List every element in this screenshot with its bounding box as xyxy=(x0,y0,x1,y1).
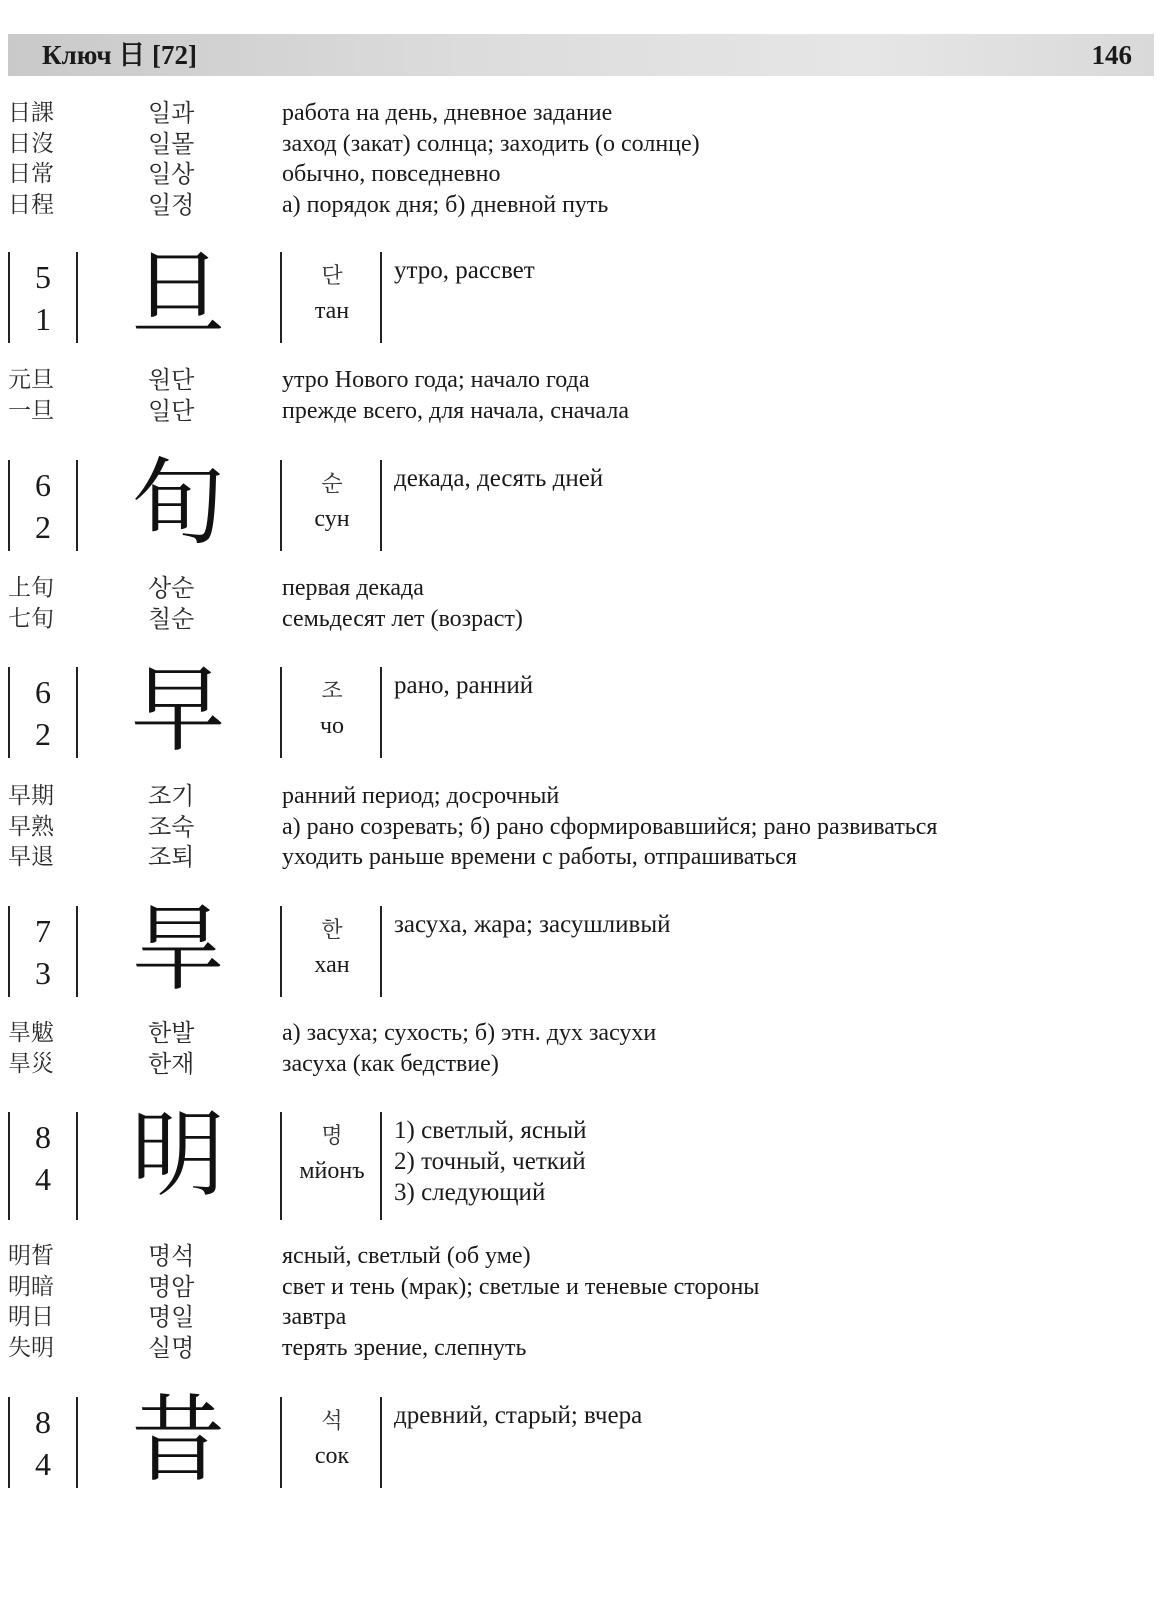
divider xyxy=(280,1112,282,1220)
character-entry xyxy=(0,656,1161,765)
divider xyxy=(8,1112,10,1220)
divider xyxy=(76,1397,78,1488)
word-hangul: 원단 xyxy=(148,366,195,394)
word-group xyxy=(0,1018,1161,1079)
word-hangul: 조숙 xyxy=(148,812,195,841)
radical-strokes: 1 xyxy=(35,301,51,337)
divider xyxy=(280,252,282,343)
radical-strokes: 3 xyxy=(35,955,51,991)
radical-strokes: 4 xyxy=(35,1161,51,1197)
word-meaning: завтра xyxy=(282,1304,347,1330)
definition-line: рано, ранний xyxy=(394,672,534,699)
word-meaning: заход (закат) солнца; заходить (о солнце) xyxy=(282,130,700,157)
korean-reading: 조 xyxy=(321,679,343,704)
divider xyxy=(380,252,382,343)
word-group xyxy=(0,365,1161,426)
word-hanja: 失明 xyxy=(8,1334,54,1361)
word-row xyxy=(0,604,1161,635)
word-hanja: 明晳 xyxy=(8,1243,54,1269)
word-hangul: 명일 xyxy=(148,1303,195,1331)
word-hanja: 明暗 xyxy=(8,1273,54,1300)
divider xyxy=(380,667,382,758)
divider xyxy=(76,667,78,758)
definition-line: декада, десять дней xyxy=(394,465,604,492)
divider xyxy=(380,1397,382,1488)
word-hanja: 七旬 xyxy=(8,605,54,632)
definition xyxy=(394,463,603,494)
definition-line: 2) точный, четкий xyxy=(394,1148,586,1175)
word-hanja: 早退 xyxy=(8,844,54,870)
word-meaning: свет и тень (мрак); светлые и теневые стороны xyxy=(282,1273,760,1300)
russian-reading: мйонъ xyxy=(299,1158,365,1184)
korean-reading: 석 xyxy=(321,1409,343,1434)
divider xyxy=(76,252,78,343)
word-meaning: ясный, светлый (об уме) xyxy=(282,1243,531,1269)
divider xyxy=(8,460,10,551)
word-meaning: обычно, повседневно xyxy=(282,161,501,187)
stroke-count: 5 xyxy=(35,259,51,295)
russian-reading: сок xyxy=(314,1443,350,1469)
definition-line: утро, рассвет xyxy=(394,257,535,284)
word-hanja: 日沒 xyxy=(8,130,54,157)
word-row xyxy=(0,842,1161,873)
word-hangul: 명석 xyxy=(148,1242,195,1270)
word-hanja: 旱魃 xyxy=(8,1020,54,1046)
russian-reading: чо xyxy=(319,713,345,739)
word-group xyxy=(0,573,1161,634)
word-row xyxy=(0,98,1161,129)
main-character: 明 xyxy=(130,1101,225,1210)
word-row xyxy=(0,159,1161,190)
word-hanja: 元旦 xyxy=(8,367,54,393)
word-hangul: 칠순 xyxy=(148,604,195,633)
word-hanja: 上旬 xyxy=(8,575,54,601)
word-hanja: 日常 xyxy=(8,161,54,187)
word-meaning: засуха (как бедствие) xyxy=(282,1050,499,1077)
word-row xyxy=(0,365,1161,396)
divider xyxy=(76,460,78,551)
word-meaning: а) рано созревать; б) рано сформировавшийся; рано развиваться xyxy=(282,813,938,840)
character-entry xyxy=(0,449,1161,558)
stroke-count: 6 xyxy=(35,674,51,710)
word-meaning: прежде всего, для начала, сначала xyxy=(282,397,630,424)
word-meaning: а) засуха; сухость; б) этн. дух засухи xyxy=(282,1020,657,1046)
word-hanja: 早熟 xyxy=(8,813,54,840)
character-entry xyxy=(0,241,1161,350)
radical-strokes: 2 xyxy=(35,509,51,545)
stroke-count: 7 xyxy=(35,913,51,949)
word-row xyxy=(0,1333,1161,1364)
definition-line: 3) следующий xyxy=(394,1179,546,1206)
divider xyxy=(76,1112,78,1220)
stroke-count: 8 xyxy=(35,1404,51,1440)
word-meaning: уходить раньше времени с работы, отпрашиваться xyxy=(282,844,797,870)
divider xyxy=(380,460,382,551)
word-meaning: семьдесят лет (возраст) xyxy=(282,605,523,632)
divider xyxy=(380,1112,382,1220)
word-hangul: 조퇴 xyxy=(148,843,195,871)
korean-reading: 단 xyxy=(321,264,343,289)
word-hangul: 상순 xyxy=(148,574,195,602)
definition xyxy=(394,255,535,286)
word-hangul: 일과 xyxy=(148,99,195,127)
radical-strokes: 4 xyxy=(35,1446,51,1482)
word-meaning: работа на день, дневное задание xyxy=(282,100,613,126)
word-group xyxy=(0,98,1161,220)
word-hangul: 일상 xyxy=(148,160,195,188)
word-row xyxy=(0,1272,1161,1303)
definition xyxy=(394,670,533,701)
word-meaning: терять зрение, слепнуть xyxy=(282,1334,527,1361)
word-group xyxy=(0,781,1161,873)
divider xyxy=(280,460,282,551)
main-character: 昔 xyxy=(130,1386,225,1495)
main-character: 旱 xyxy=(130,895,225,1004)
main-character: 旦 xyxy=(130,241,225,350)
word-row xyxy=(0,190,1161,221)
korean-reading: 순 xyxy=(321,472,343,497)
word-hangul: 명암 xyxy=(148,1272,195,1301)
word-row xyxy=(0,1049,1161,1080)
divider xyxy=(8,252,10,343)
stroke-count: 6 xyxy=(35,467,51,503)
divider xyxy=(280,906,282,997)
word-row xyxy=(0,573,1161,604)
divider xyxy=(8,1397,10,1488)
divider xyxy=(280,1397,282,1488)
word-group xyxy=(0,1241,1161,1363)
definition-line: древний, старый; вчера xyxy=(394,1402,643,1429)
word-hangul: 일몰 xyxy=(148,129,195,158)
word-hangul: 조기 xyxy=(148,782,195,810)
word-hanja: 日課 xyxy=(8,100,54,126)
word-meaning: а) порядок дня; б) дневной путь xyxy=(282,191,609,218)
word-hangul: 일정 xyxy=(148,190,195,219)
word-hanja: 明日 xyxy=(8,1304,54,1330)
divider xyxy=(380,906,382,997)
definition xyxy=(394,1115,587,1208)
stroke-count: 8 xyxy=(35,1119,51,1155)
word-row xyxy=(0,781,1161,812)
divider xyxy=(8,667,10,758)
definition-line: 1) светлый, ясный xyxy=(394,1117,587,1144)
korean-reading: 명 xyxy=(321,1124,343,1149)
word-row xyxy=(0,396,1161,427)
main-character: 早 xyxy=(130,656,225,765)
korean-reading: 한 xyxy=(321,918,343,943)
definition-line: засуха, жара; засушливый xyxy=(394,911,671,938)
word-row xyxy=(0,129,1161,160)
word-hangul: 일단 xyxy=(148,396,195,425)
character-entry xyxy=(0,1101,1161,1222)
word-meaning: утро Нового года; начало года xyxy=(282,367,590,393)
word-hanja: 旱災 xyxy=(8,1050,54,1077)
word-hangul: 실명 xyxy=(148,1333,195,1362)
radical-strokes: 2 xyxy=(35,716,51,752)
definition xyxy=(394,909,671,940)
page-header xyxy=(8,34,1154,76)
word-row xyxy=(0,1241,1161,1272)
word-hanja: 一旦 xyxy=(8,397,54,424)
divider xyxy=(76,906,78,997)
page-number: 146 xyxy=(1091,40,1132,70)
divider xyxy=(8,906,10,997)
russian-reading: тан xyxy=(314,298,350,324)
word-hanja: 早期 xyxy=(8,783,54,809)
russian-reading: сун xyxy=(314,506,350,532)
word-meaning: первая декада xyxy=(282,575,424,601)
page-title: Ключ 日 [72] xyxy=(42,40,198,70)
word-hanja: 日程 xyxy=(8,191,54,218)
character-entry xyxy=(0,1386,1161,1495)
definition xyxy=(394,1400,642,1431)
divider xyxy=(280,667,282,758)
word-meaning: ранний период; досрочный xyxy=(282,783,560,809)
word-hangul: 한발 xyxy=(148,1019,195,1047)
word-row xyxy=(0,812,1161,843)
word-row xyxy=(0,1018,1161,1049)
word-row xyxy=(0,1302,1161,1333)
russian-reading: хан xyxy=(314,952,350,978)
word-hangul: 한재 xyxy=(148,1049,195,1078)
main-character: 旬 xyxy=(130,449,225,558)
character-entry xyxy=(0,895,1161,1004)
